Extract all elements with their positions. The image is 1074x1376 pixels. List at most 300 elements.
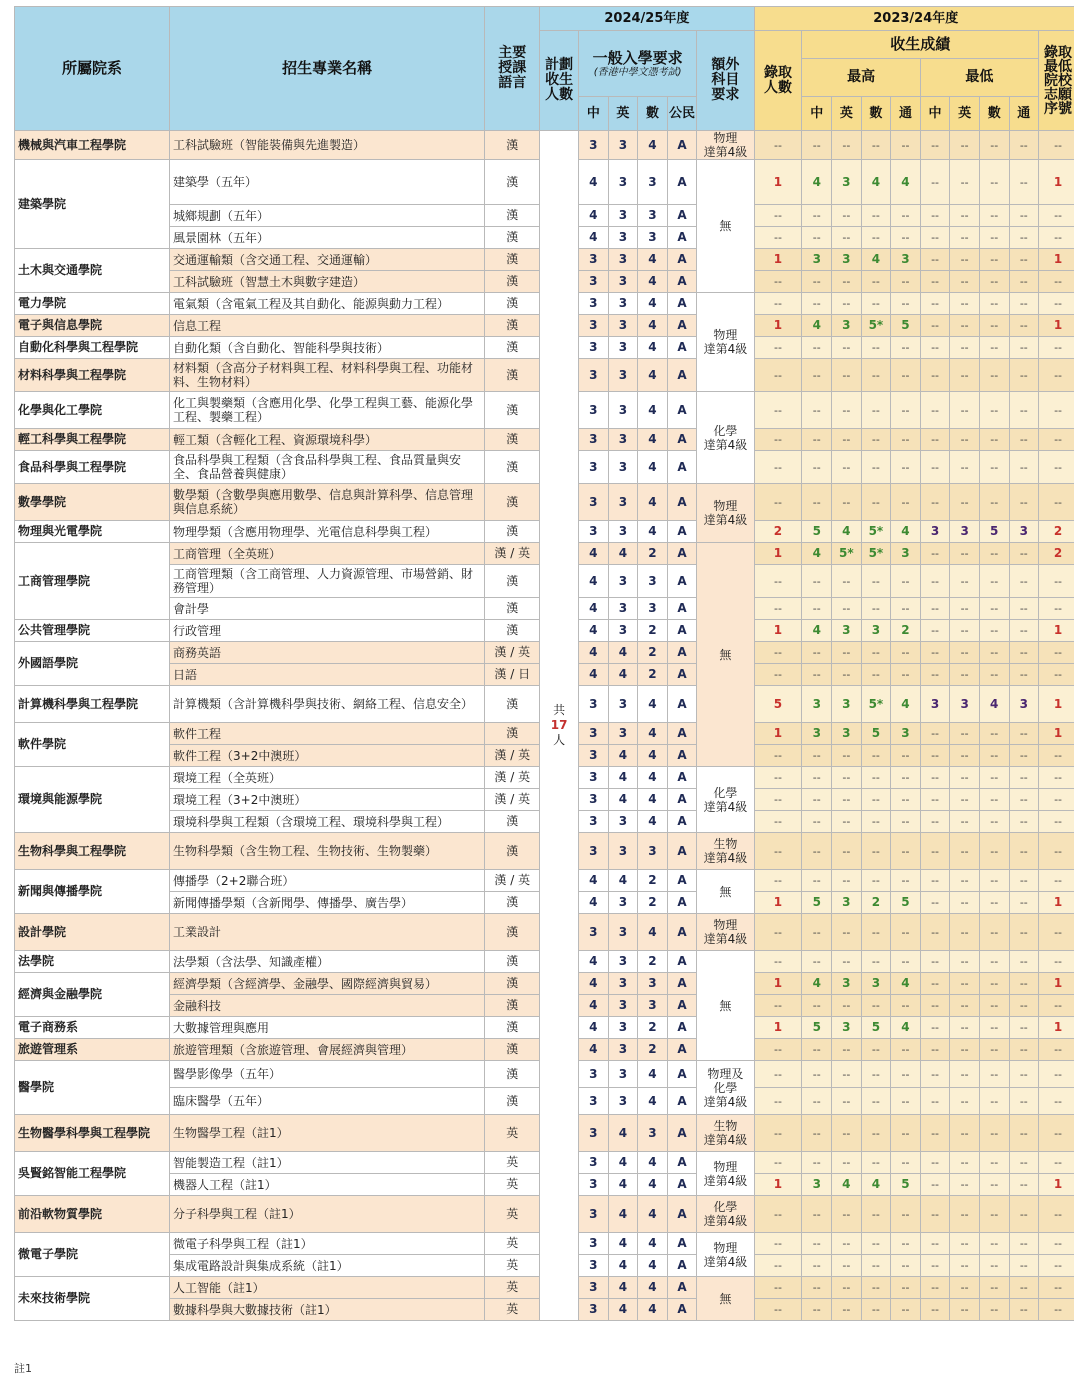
grade-requirement-cell: A bbox=[667, 1299, 697, 1321]
grade-requirement-cell: 4 bbox=[638, 484, 668, 521]
result-cell: -- bbox=[1039, 1255, 1074, 1277]
result-cell: -- bbox=[920, 811, 950, 833]
result-cell: -- bbox=[950, 205, 980, 227]
major-cell: 智能製造工程（註1） bbox=[170, 1152, 485, 1174]
language-cell: 漢 bbox=[485, 565, 540, 598]
grade-requirement-cell: A bbox=[667, 337, 697, 359]
result-cell: 5* bbox=[861, 315, 891, 337]
result-cell: -- bbox=[832, 392, 862, 429]
result-cell: -- bbox=[979, 205, 1009, 227]
extra-requirement-cell: 生物 達第4級 bbox=[697, 1115, 754, 1152]
result-cell: -- bbox=[832, 870, 862, 892]
result-cell: 5* bbox=[861, 686, 891, 723]
result-cell: -- bbox=[1039, 1039, 1074, 1061]
result-cell: -- bbox=[920, 451, 950, 484]
result-cell: -- bbox=[861, 1277, 891, 1299]
grade-requirement-cell: 4 bbox=[579, 892, 609, 914]
result-cell: -- bbox=[920, 1061, 950, 1088]
result-cell: -- bbox=[1009, 1174, 1039, 1196]
language-cell: 漢 bbox=[485, 995, 540, 1017]
result-cell: -- bbox=[832, 1115, 862, 1152]
result-cell: -- bbox=[1039, 1196, 1074, 1233]
result-cell: -- bbox=[832, 914, 862, 951]
grade-requirement-cell: 4 bbox=[579, 664, 609, 686]
result-cell: -- bbox=[920, 833, 950, 870]
result-cell: -- bbox=[1009, 1255, 1039, 1277]
header-year-2425: 2024/25年度 bbox=[540, 7, 754, 31]
result-cell: 4 bbox=[891, 1017, 921, 1039]
result-cell: 1 bbox=[754, 723, 802, 745]
result-cell: 2 bbox=[891, 620, 921, 642]
grade-requirement-cell: 3 bbox=[579, 686, 609, 723]
result-cell: -- bbox=[1009, 484, 1039, 521]
result-cell: 4 bbox=[832, 521, 862, 543]
result-cell: -- bbox=[1039, 1088, 1074, 1115]
grade-requirement-cell: 2 bbox=[638, 664, 668, 686]
result-cell: -- bbox=[920, 565, 950, 598]
grade-requirement-cell: 4 bbox=[608, 1115, 638, 1152]
faculty-cell: 未來技術學院 bbox=[15, 1277, 170, 1321]
grade-requirement-cell: A bbox=[667, 249, 697, 271]
grade-requirement-cell: 3 bbox=[579, 1277, 609, 1299]
result-cell: -- bbox=[979, 565, 1009, 598]
major-cell: 生物醫學工程（註1） bbox=[170, 1115, 485, 1152]
result-cell: -- bbox=[979, 429, 1009, 451]
result-cell: -- bbox=[950, 1299, 980, 1321]
grade-requirement-cell: 3 bbox=[608, 160, 638, 205]
result-cell: -- bbox=[1009, 249, 1039, 271]
major-cell: 城鄉規劃（五年） bbox=[170, 205, 485, 227]
result-cell: -- bbox=[832, 293, 862, 315]
result-cell: -- bbox=[950, 392, 980, 429]
grade-requirement-cell: 4 bbox=[579, 205, 609, 227]
result-cell: -- bbox=[950, 811, 980, 833]
result-cell: -- bbox=[754, 833, 802, 870]
result-cell: -- bbox=[920, 642, 950, 664]
grade-requirement-cell: 4 bbox=[579, 642, 609, 664]
header-general-sub: (香港中學文憑考試) bbox=[579, 67, 696, 78]
result-cell: 4 bbox=[802, 315, 832, 337]
result-cell: -- bbox=[979, 337, 1009, 359]
grade-requirement-cell: 4 bbox=[638, 1061, 668, 1088]
header-result-subject-high-3: 通 bbox=[891, 97, 921, 131]
grade-requirement-cell: 3 bbox=[579, 1174, 609, 1196]
grade-requirement-cell: 3 bbox=[608, 205, 638, 227]
result-cell: -- bbox=[802, 951, 832, 973]
grade-requirement-cell: 3 bbox=[579, 484, 609, 521]
result-cell: -- bbox=[891, 484, 921, 521]
plan-total-a: 共 bbox=[540, 703, 578, 718]
result-cell: 1 bbox=[1039, 620, 1074, 642]
result-cell: -- bbox=[802, 914, 832, 951]
extra-requirement-cell: 物理及 化學 達第4級 bbox=[697, 1061, 754, 1115]
result-cell: -- bbox=[1039, 664, 1074, 686]
grade-requirement-cell: 4 bbox=[579, 598, 609, 620]
grade-requirement-cell: 4 bbox=[638, 1233, 668, 1255]
result-cell: -- bbox=[891, 642, 921, 664]
result-cell: -- bbox=[1009, 359, 1039, 392]
grade-requirement-cell: 4 bbox=[608, 745, 638, 767]
grade-requirement-cell: 4 bbox=[638, 429, 668, 451]
result-cell: 2 bbox=[1039, 543, 1074, 565]
result-cell: -- bbox=[891, 565, 921, 598]
language-cell: 漢 bbox=[485, 973, 540, 995]
major-cell: 法學類（含法學、知識產權） bbox=[170, 951, 485, 973]
result-cell: -- bbox=[950, 1039, 980, 1061]
result-cell: -- bbox=[832, 995, 862, 1017]
result-cell: 3 bbox=[920, 521, 950, 543]
result-cell: -- bbox=[802, 1152, 832, 1174]
grade-requirement-cell: 3 bbox=[579, 293, 609, 315]
result-cell: -- bbox=[832, 271, 862, 293]
language-cell: 漢 bbox=[485, 811, 540, 833]
result-cell: -- bbox=[950, 745, 980, 767]
result-cell: -- bbox=[950, 337, 980, 359]
faculty-cell: 土木與交通學院 bbox=[15, 249, 170, 293]
result-cell: -- bbox=[920, 1152, 950, 1174]
result-cell: -- bbox=[832, 1061, 862, 1088]
result-cell: -- bbox=[754, 293, 802, 315]
result-cell: -- bbox=[920, 620, 950, 642]
grade-requirement-cell: A bbox=[667, 1039, 697, 1061]
result-cell: -- bbox=[832, 767, 862, 789]
result-cell: -- bbox=[754, 789, 802, 811]
grade-requirement-cell: A bbox=[667, 620, 697, 642]
grade-requirement-cell: 4 bbox=[638, 293, 668, 315]
result-cell: -- bbox=[1039, 1115, 1074, 1152]
language-cell: 漢 bbox=[485, 271, 540, 293]
result-cell: -- bbox=[979, 484, 1009, 521]
result-cell: -- bbox=[920, 914, 950, 951]
result-cell: -- bbox=[861, 1039, 891, 1061]
grade-requirement-cell: 3 bbox=[608, 392, 638, 429]
grade-requirement-cell: 2 bbox=[638, 543, 668, 565]
language-cell: 漢 bbox=[485, 1039, 540, 1061]
faculty-cell: 軟件學院 bbox=[15, 723, 170, 767]
result-cell: -- bbox=[802, 811, 832, 833]
result-cell: -- bbox=[1039, 359, 1074, 392]
result-cell: -- bbox=[920, 1196, 950, 1233]
result-cell: -- bbox=[861, 1196, 891, 1233]
header-plan: 計劃 收生 人數 bbox=[540, 31, 579, 131]
major-cell: 工業設計 bbox=[170, 914, 485, 951]
result-cell: -- bbox=[1009, 131, 1039, 160]
grade-requirement-cell: A bbox=[667, 160, 697, 205]
result-cell: -- bbox=[861, 642, 891, 664]
result-cell: -- bbox=[754, 451, 802, 484]
result-cell: -- bbox=[920, 1299, 950, 1321]
result-cell: -- bbox=[1039, 598, 1074, 620]
result-cell: -- bbox=[802, 789, 832, 811]
result-cell: -- bbox=[979, 160, 1009, 205]
result-cell: 3 bbox=[832, 686, 862, 723]
result-cell: -- bbox=[920, 337, 950, 359]
result-cell: -- bbox=[832, 1088, 862, 1115]
language-cell: 漢 bbox=[485, 620, 540, 642]
grade-requirement-cell: 4 bbox=[608, 1255, 638, 1277]
result-cell: -- bbox=[832, 745, 862, 767]
result-cell: 4 bbox=[891, 973, 921, 995]
grade-requirement-cell: 4 bbox=[608, 1233, 638, 1255]
result-cell: -- bbox=[920, 767, 950, 789]
major-cell: 物理學類（含應用物理學、光電信息科學與工程） bbox=[170, 521, 485, 543]
result-cell: -- bbox=[920, 664, 950, 686]
header-general bbox=[579, 31, 697, 97]
language-cell: 漢 bbox=[485, 598, 540, 620]
result-cell: -- bbox=[861, 789, 891, 811]
grade-requirement-cell: 4 bbox=[608, 1277, 638, 1299]
extra-requirement-cell: 化學 達第4級 bbox=[697, 767, 754, 833]
major-cell: 傳播學（2+2聯合班） bbox=[170, 870, 485, 892]
result-cell: -- bbox=[861, 429, 891, 451]
grade-requirement-cell: A bbox=[667, 359, 697, 392]
result-cell: -- bbox=[754, 484, 802, 521]
result-cell: 4 bbox=[802, 160, 832, 205]
result-cell: -- bbox=[920, 745, 950, 767]
major-cell: 輕工類（含輕化工程、資源環境科學） bbox=[170, 429, 485, 451]
result-cell: -- bbox=[891, 1061, 921, 1088]
grade-requirement-cell: 3 bbox=[579, 811, 609, 833]
result-cell: -- bbox=[920, 723, 950, 745]
grade-requirement-cell: 4 bbox=[579, 1039, 609, 1061]
result-cell: -- bbox=[891, 995, 921, 1017]
result-cell: -- bbox=[979, 1233, 1009, 1255]
major-cell: 自動化類（含自動化、智能科學與技術） bbox=[170, 337, 485, 359]
major-cell: 行政管理 bbox=[170, 620, 485, 642]
grade-requirement-cell: A bbox=[667, 664, 697, 686]
result-cell: -- bbox=[920, 205, 950, 227]
result-cell: -- bbox=[754, 995, 802, 1017]
result-cell: 3 bbox=[891, 249, 921, 271]
result-cell: -- bbox=[861, 914, 891, 951]
major-cell: 微電子科學與工程（註1） bbox=[170, 1233, 485, 1255]
result-cell: -- bbox=[979, 811, 1009, 833]
result-cell: 5* bbox=[832, 543, 862, 565]
result-cell: -- bbox=[861, 1152, 891, 1174]
grade-requirement-cell: 3 bbox=[608, 892, 638, 914]
result-cell: -- bbox=[1009, 598, 1039, 620]
result-cell: -- bbox=[861, 1088, 891, 1115]
header-result-subject-high-1: 英 bbox=[832, 97, 862, 131]
faculty-cell: 數學學院 bbox=[15, 484, 170, 521]
result-cell: -- bbox=[891, 359, 921, 392]
result-cell: -- bbox=[1039, 1277, 1074, 1299]
grade-requirement-cell: 4 bbox=[638, 789, 668, 811]
language-cell: 漢 / 日 bbox=[485, 664, 540, 686]
result-cell: 3 bbox=[861, 620, 891, 642]
grade-requirement-cell: 3 bbox=[608, 1061, 638, 1088]
result-cell: 1 bbox=[754, 1174, 802, 1196]
result-cell: -- bbox=[802, 451, 832, 484]
header-subject-0: 中 bbox=[579, 97, 609, 131]
result-cell: -- bbox=[802, 1196, 832, 1233]
result-cell: -- bbox=[920, 892, 950, 914]
result-cell: -- bbox=[920, 951, 950, 973]
result-cell: -- bbox=[861, 745, 891, 767]
result-cell: -- bbox=[832, 1196, 862, 1233]
result-cell: -- bbox=[754, 642, 802, 664]
faculty-cell: 生物科學與工程學院 bbox=[15, 833, 170, 870]
grade-requirement-cell: A bbox=[667, 642, 697, 664]
result-cell: -- bbox=[950, 131, 980, 160]
grade-requirement-cell: 3 bbox=[638, 1115, 668, 1152]
grade-requirement-cell: 4 bbox=[638, 131, 668, 160]
grade-requirement-cell: 3 bbox=[579, 521, 609, 543]
grade-requirement-cell: 3 bbox=[638, 973, 668, 995]
result-cell: -- bbox=[950, 620, 980, 642]
result-cell: -- bbox=[950, 598, 980, 620]
result-cell: 4 bbox=[891, 521, 921, 543]
grade-requirement-cell: 3 bbox=[579, 249, 609, 271]
result-cell: 1 bbox=[754, 160, 802, 205]
result-cell: -- bbox=[979, 1255, 1009, 1277]
result-cell: -- bbox=[891, 131, 921, 160]
result-cell: -- bbox=[920, 1017, 950, 1039]
result-cell: 1 bbox=[1039, 1017, 1074, 1039]
header-highest: 最高 bbox=[802, 59, 920, 97]
result-cell: -- bbox=[1009, 543, 1039, 565]
result-cell: -- bbox=[891, 1255, 921, 1277]
grade-requirement-cell: A bbox=[667, 131, 697, 160]
extra-requirement-cell: 物理 達第4級 bbox=[697, 484, 754, 543]
header-subject-3: 公民 bbox=[667, 97, 697, 131]
faculty-cell: 旅遊管理系 bbox=[15, 1039, 170, 1061]
header-lang: 主要 授課 語言 bbox=[485, 7, 540, 131]
grade-requirement-cell: 4 bbox=[608, 789, 638, 811]
result-cell: 3 bbox=[950, 686, 980, 723]
result-cell: -- bbox=[802, 1233, 832, 1255]
faculty-cell: 化學與化工學院 bbox=[15, 392, 170, 429]
grade-requirement-cell: 4 bbox=[638, 315, 668, 337]
result-cell: -- bbox=[1039, 565, 1074, 598]
grade-requirement-cell: 3 bbox=[608, 293, 638, 315]
result-cell: -- bbox=[979, 131, 1009, 160]
grade-requirement-cell: A bbox=[667, 293, 697, 315]
grade-requirement-cell: 4 bbox=[638, 914, 668, 951]
result-cell: -- bbox=[1039, 767, 1074, 789]
result-cell: -- bbox=[950, 249, 980, 271]
grade-requirement-cell: A bbox=[667, 870, 697, 892]
language-cell: 漢 bbox=[485, 293, 540, 315]
result-cell: -- bbox=[1009, 951, 1039, 973]
language-cell: 漢 bbox=[485, 205, 540, 227]
result-cell: 5 bbox=[861, 723, 891, 745]
grade-requirement-cell: 4 bbox=[638, 1255, 668, 1277]
grade-requirement-cell: 3 bbox=[608, 227, 638, 249]
result-cell: -- bbox=[979, 1115, 1009, 1152]
faculty-cell: 物理與光電學院 bbox=[15, 521, 170, 543]
major-cell: 集成電路設計與集成系統（註1） bbox=[170, 1255, 485, 1277]
faculty-cell: 自動化科學與工程學院 bbox=[15, 337, 170, 359]
major-cell: 數據科學與大數據技術（註1） bbox=[170, 1299, 485, 1321]
header-extra: 額外 科目 要求 bbox=[697, 31, 754, 131]
grade-requirement-cell: 2 bbox=[638, 870, 668, 892]
result-cell: -- bbox=[1009, 293, 1039, 315]
major-cell: 工商管理（全英班） bbox=[170, 543, 485, 565]
faculty-cell: 環境與能源學院 bbox=[15, 767, 170, 833]
grade-requirement-cell: A bbox=[667, 767, 697, 789]
major-cell: 商務英語 bbox=[170, 642, 485, 664]
result-cell: -- bbox=[1009, 664, 1039, 686]
result-cell: -- bbox=[979, 642, 1009, 664]
grade-requirement-cell: 4 bbox=[579, 973, 609, 995]
language-cell: 漢 bbox=[485, 484, 540, 521]
header-pref: 錄取 最低 院校 志願 序號 bbox=[1039, 31, 1074, 131]
result-cell: -- bbox=[861, 205, 891, 227]
result-cell: -- bbox=[861, 767, 891, 789]
result-cell: 3 bbox=[861, 973, 891, 995]
result-cell: -- bbox=[950, 995, 980, 1017]
result-cell: -- bbox=[861, 811, 891, 833]
grade-requirement-cell: 3 bbox=[608, 620, 638, 642]
result-cell: -- bbox=[1009, 429, 1039, 451]
result-cell: -- bbox=[861, 995, 891, 1017]
grade-requirement-cell: 3 bbox=[608, 973, 638, 995]
result-cell: -- bbox=[754, 1088, 802, 1115]
result-cell: -- bbox=[802, 227, 832, 249]
header-faculty: 所屬院系 bbox=[15, 7, 170, 131]
result-cell: -- bbox=[802, 293, 832, 315]
result-cell: 3 bbox=[802, 1174, 832, 1196]
grade-requirement-cell: 3 bbox=[608, 1088, 638, 1115]
result-cell: -- bbox=[920, 1039, 950, 1061]
result-cell: -- bbox=[802, 337, 832, 359]
faculty-cell: 法學院 bbox=[15, 951, 170, 973]
result-cell: -- bbox=[832, 1233, 862, 1255]
major-cell: 分子科學與工程（註1） bbox=[170, 1196, 485, 1233]
result-cell: -- bbox=[891, 1152, 921, 1174]
result-cell: -- bbox=[832, 337, 862, 359]
language-cell: 漢 bbox=[485, 249, 540, 271]
result-cell: -- bbox=[920, 870, 950, 892]
result-cell: 3 bbox=[920, 686, 950, 723]
result-cell: 1 bbox=[754, 892, 802, 914]
grade-requirement-cell: 4 bbox=[579, 543, 609, 565]
result-cell: -- bbox=[1039, 833, 1074, 870]
header-lowest: 最低 bbox=[920, 59, 1038, 97]
result-cell: 4 bbox=[802, 973, 832, 995]
result-cell: -- bbox=[891, 1233, 921, 1255]
result-cell: -- bbox=[920, 271, 950, 293]
grade-requirement-cell: 4 bbox=[608, 1299, 638, 1321]
result-cell: -- bbox=[1009, 833, 1039, 870]
language-cell: 漢 / 英 bbox=[485, 767, 540, 789]
result-cell: -- bbox=[1039, 642, 1074, 664]
result-cell: -- bbox=[1039, 951, 1074, 973]
result-cell: -- bbox=[861, 271, 891, 293]
grade-requirement-cell: 3 bbox=[608, 686, 638, 723]
result-cell: -- bbox=[832, 205, 862, 227]
result-cell: -- bbox=[754, 1152, 802, 1174]
header-subject-1: 英 bbox=[608, 97, 638, 131]
grade-requirement-cell: 4 bbox=[638, 521, 668, 543]
result-cell: -- bbox=[802, 565, 832, 598]
header-admitted: 錄取 人數 bbox=[754, 31, 802, 131]
result-cell: -- bbox=[920, 160, 950, 205]
result-cell: -- bbox=[832, 833, 862, 870]
language-cell: 漢 bbox=[485, 833, 540, 870]
header-result-subject-low-1: 英 bbox=[950, 97, 980, 131]
result-cell: -- bbox=[754, 767, 802, 789]
result-cell: -- bbox=[1039, 392, 1074, 429]
result-cell: -- bbox=[1039, 870, 1074, 892]
grade-requirement-cell: 3 bbox=[579, 1061, 609, 1088]
result-cell: 4 bbox=[832, 1174, 862, 1196]
grade-requirement-cell: 4 bbox=[638, 745, 668, 767]
grade-requirement-cell: A bbox=[667, 973, 697, 995]
result-cell: -- bbox=[1009, 565, 1039, 598]
result-cell: -- bbox=[802, 392, 832, 429]
